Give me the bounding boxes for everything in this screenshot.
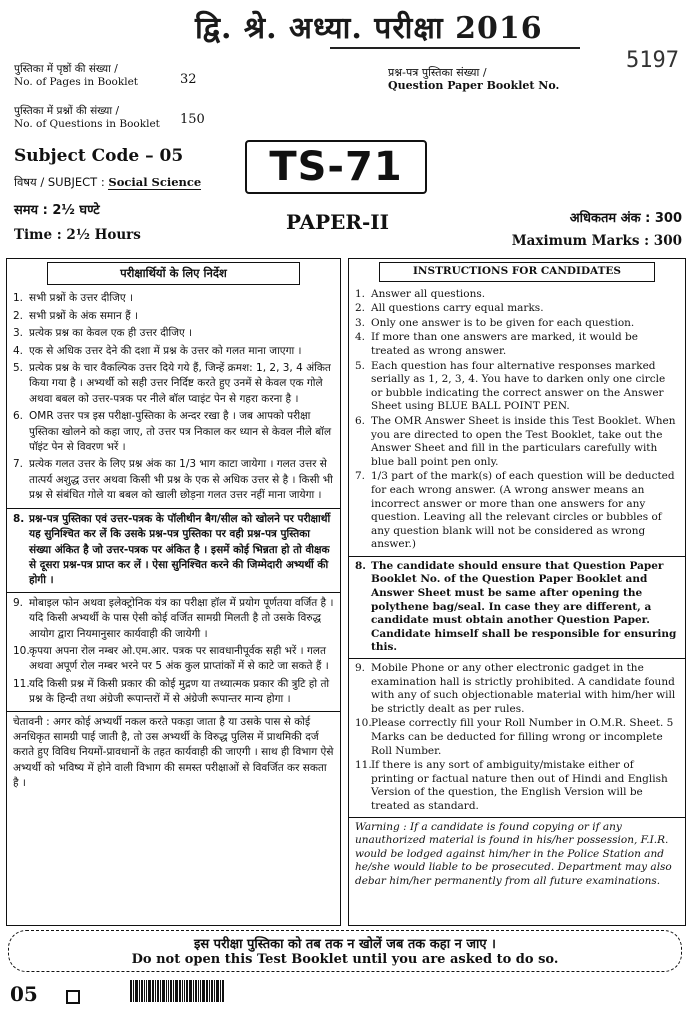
hindi-list-a — [7, 285, 340, 503]
list-item: 8. प्रश्न-पत्र पुस्तिका एवं उत्तर-पत्रक के पॉलीथीन बैग/सील को खोलने पर परीक्षार्थी यह सुनिश्चित कर लें कि उसके प्रश्न-पत्र पुस्तिका पर वही प्रश्न-पत्र पुस्तिका संख्या अंकित है जो उत्तर-पत्रक पर अंकित है । इसमें कोई भिन्नता हो तो वीक्षक से दूसरा प्रश्न-पत्र प्राप्त कर लें । ऐसा सुनिश्चित करने की जिम्मेदारी अभ्यर्थी की होगी । — [13, 512, 331, 587]
qpb-label — [388, 66, 559, 92]
time-en: Time : 2½ Hours — [14, 227, 141, 243]
hindi-item-8 — [7, 509, 340, 592]
hindi-list-b — [7, 593, 340, 711]
code-box — [245, 140, 427, 194]
list-item: 6. OMR उत्तर पत्र इस परीक्षा-पुस्तिका के अन्दर रखा है । जब आपको परीक्षा पुस्तिका खोलने को कहा जाए, तो उत्तर पत्र निकाल कर ध्यान से केवल नीले बॉल पॉइंट पेन से विवरण भरें । — [13, 410, 332, 454]
questions-label-hi: पुस्तिका में प्रश्नों की संख्या / — [14, 105, 119, 117]
list-item: 6. The OMR Answer Sheet is inside this Test Booklet. When you are directed to open the Test Booklet, take out the Answer Sheet and fill in the particulars carefully with blue ball point pen only. — [355, 414, 676, 468]
list-item: 4. एक से अधिक उत्तर देने की दशा में प्रश्न के उत्तर को गलत माना जाएगा । — [13, 344, 302, 357]
footer-code: 05 — [10, 982, 38, 1006]
english-title: INSTRUCTIONS FOR CANDIDATES — [379, 262, 655, 282]
list-item: 4. If more than one answers are marked, it would be treated as wrong answer. — [355, 331, 638, 357]
list-item: 3. प्रत्येक प्रश्न का केवल एक ही उत्तर दीजिए । — [13, 327, 193, 340]
list-item: 1. सभी प्रश्नों के उत्तर दीजिए । — [13, 292, 133, 305]
list-item: 8. The candidate should ensure that Question Paper Booklet No. of the Question Paper Booklet and Answer Sheet must be same after opening the polythene bag/seal. In case they are different, a candidate must obtain another Question Paper. Candidate himself shall be responsible for ensuring this. — [355, 559, 677, 654]
do-not-open-notice — [8, 930, 682, 972]
notice-en: Do not open this Test Booklet until you are asked to do so. — [131, 952, 559, 967]
booklet-serial-number: 5197 — [626, 48, 679, 73]
max-marks-hi: अधिकतम अंक : 300 — [569, 211, 682, 226]
subject-name: Social Science — [108, 175, 202, 189]
pages-label-en: No. of Pages in Booklet — [14, 76, 139, 88]
subject-line — [14, 175, 201, 190]
english-item-8 — [349, 557, 685, 658]
english-list-b — [349, 659, 685, 817]
list-item: 2. All questions carry equal marks. — [355, 302, 544, 315]
questions-label-en: No. of Questions in Booklet — [14, 118, 160, 130]
list-item: 10. Please correctly fill your Roll Number in O.M.R. Sheet. 5 Marks can be deducted for filling wrong or incomplete Roll Number. — [355, 717, 674, 757]
list-item: 10. कृपया अपना रोल नम्बर ओ.एम.आर. पत्रक पर सावधानीपूर्वक सही भरें । गलत अथवा अपूर्ण रोल नम्बर भरने पर 5 अंक कुल प्राप्तांकों में से काटे जा सकते हैं । — [13, 644, 329, 673]
list-item: 7. 1/3 part of the mark(s) of each question will be deducted for each wrong answer. (A wrong answer means an incorrect answer or more than one answers for any question. Leaving all the relevant circles or bubbles of any question blank will not be considered as wrong answer.) — [355, 470, 675, 551]
max-marks-en: Maximum Marks : 300 — [511, 233, 682, 249]
subject-prefix: विषय / SUBJECT : — [14, 175, 109, 189]
paper-label: PAPER-II — [286, 210, 390, 234]
list-item: 9. मोबाइल फोन अथवा इलेक्ट्रोनिक यंत्र का परीक्षा हॉल में प्रयोग पूर्णतया वर्जित है । यदि किसी अभ्यर्थी के पास ऐसी कोई वर्जित सामग्री मिलती है तो उसके विरुद्ध आयोग द्वारा नियमानुसार कार्यवाही की जायेगी । — [13, 596, 334, 640]
square-mark-icon — [66, 990, 80, 1004]
qpb-label-hi: प्रश्न-पत्र पुस्तिका संख्या / — [388, 66, 487, 79]
list-item: 5. Each question has four alternative responses marked serially as 1, 2, 3, 4. You have to darken only one circle or bubble indicating the correct answer on the Answer Sheet using BLUE BALL POINT PEN. — [355, 359, 666, 413]
hindi-title: परीक्षार्थियों के लिए निर्देश — [47, 262, 300, 285]
hindi-instructions — [6, 258, 341, 926]
pages-label-hi: पुस्तिका में पृष्ठों की संख्या / — [14, 63, 118, 75]
barcode-icon — [130, 980, 260, 1004]
list-item: 5. प्रत्येक प्रश्न के चार वैकल्पिक उत्तर दिये गये हैं, जिन्हें क्रमश: 1, 2, 3, 4 अंकित किया गया है । अभ्यर्थी को सही उत्तर निर्दिष्ट करते हुए उनमें से केवल एक गोले अथवा बबल को उत्तर-पत्रक पर नीले बॉल प्वाइंट पेन से गहरा करना है । — [13, 362, 331, 405]
english-instructions — [348, 258, 686, 926]
notice-hi: इस परीक्षा पुस्तिका को तब तक न खोलें जब तक कहा न जाए । — [193, 937, 496, 952]
title-underline — [330, 47, 580, 49]
list-item: 11. यदि किसी प्रश्न में किसी प्रकार की कोई मुद्रण या तथ्यात्मक प्रकार की त्रुटि हो तो प्रश्न के हिन्दी तथा अंग्रेजी रूपान्तरों में से अंग्रेजी रूपान्तर मान्य होगा । — [13, 677, 330, 706]
list-item: 9. Mobile Phone or any other electronic gadget in the examination hall is strictly prohibited. A candidate found with any of such objectionable material with him/her will be strictly dealt as per rules. — [355, 662, 676, 715]
english-list-a — [349, 282, 685, 552]
english-warning: Warning : If a candidate is found copying or if any unauthorized material is found in his/her possession, F.I.R. would be lodged against him/her in the Police Station and he/she would liable to be prosecuted. Department may also debar him/her permanently from all future examinations. — [355, 820, 672, 887]
list-item: 1. Answer all questions. — [355, 287, 486, 300]
list-item: 2. सभी प्रश्नों के अंक समान हैं । — [13, 309, 138, 322]
pages-label — [14, 63, 184, 89]
qpb-label-en: Question Paper Booklet No. — [388, 79, 560, 92]
questions-label — [14, 105, 184, 131]
list-item: 3. Only one answer is to be given for each question. — [355, 316, 635, 329]
handwritten-title: द्वि. श्रे. अध्या. परीक्षा 2016 — [195, 11, 543, 46]
subject-code: Subject Code – 05 — [14, 146, 184, 166]
pages-value: 32 — [180, 72, 197, 87]
questions-value: 150 — [180, 112, 205, 127]
time-hi: समय : 2½ घण्टे — [14, 203, 100, 218]
code-box-text: TS-71 — [269, 144, 403, 190]
hindi-warning: चेतावनी : अगर कोई अभ्यर्थी नकल करते पकड़ा जाता है या उसके पास से कोई अनधिकृत सामग्री पाई जाती है, तो उस अभ्यर्थी के विरुद्ध पुलिस में प्राथमिकी दर्ज कराते हुए विविध नियमों-प्रावधानों के तहत कार्यवाही की जाएगी । साथ ही विभाग ऐसे अभ्यर्थी को भविष्य में होने वाली विभाग की समस्त परीक्षाओं से विवर्जित कर सकता है । — [13, 715, 334, 790]
list-item: 7. प्रत्येक गलत उत्तर के लिए प्रश्न अंक का 1/3 भाग काटा जायेगा । गलत उत्तर से तात्पर्य अशुद्ध उत्तर अथवा किसी भी प्रश्न के एक से अधिक उत्तर से है । किसी भी प्रश्न से संबंधित गोले या बबल को खाली छोड़ना गलत उत्तर नहीं माना जायेगा । — [13, 458, 333, 502]
list-item: 11. If there is any sort of ambiguity/mistake either of printing or factual nature then out of Hindi and English Version of the question, the English Version will be treated as standard. — [355, 759, 668, 812]
